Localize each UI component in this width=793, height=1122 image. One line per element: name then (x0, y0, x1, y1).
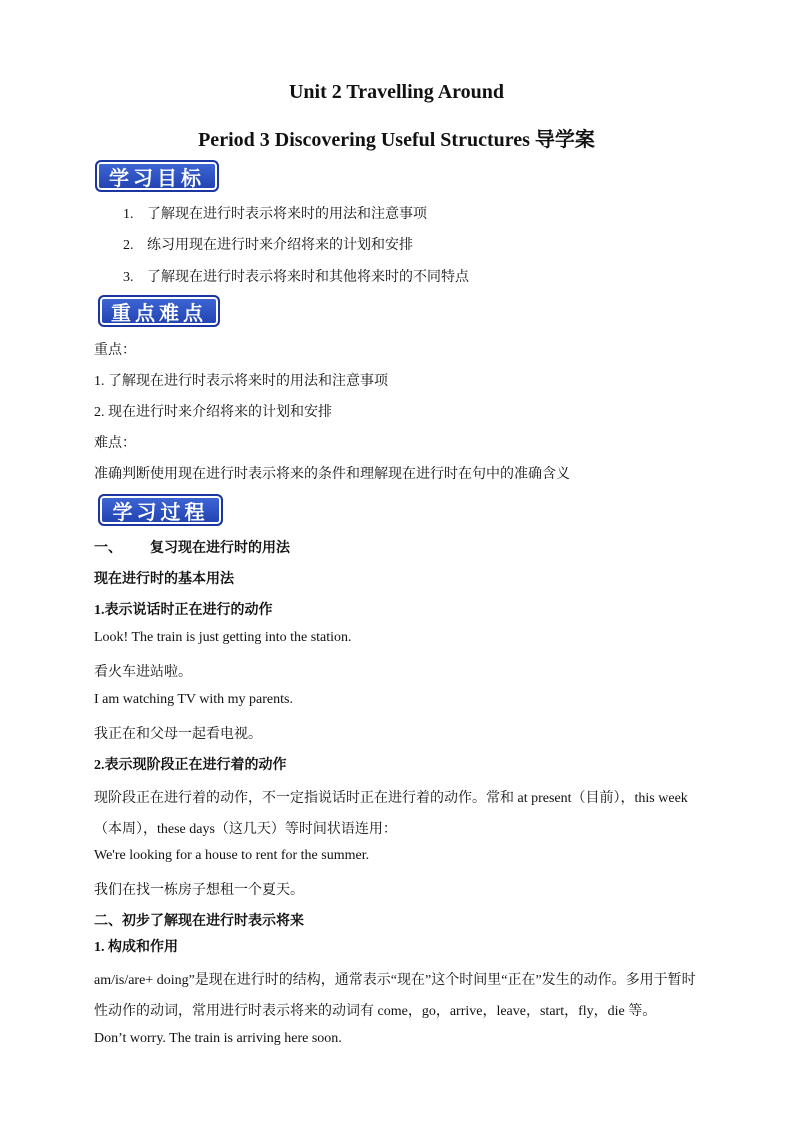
usage-heading: 1.表示说话时正在进行的动作 (94, 603, 273, 618)
usage-description: 现阶段正在进行着的动作，不一定指说话时正在进行着的动作。常和 at present（目前），this week (94, 791, 688, 806)
objective-text: 了解现在进行时表示将来时和其他将来时的不同特点 (147, 270, 469, 285)
example-sentence: Look! The train is just getting into the station. (94, 630, 352, 645)
sub-heading: 1. 构成和作用 (94, 940, 178, 955)
structure-description: 性动作的动词，常用进行时表示将来的动词有 come，go，arrive，leave，start，fly，die 等。 (94, 1004, 657, 1019)
difficult-points-label: 难点： (94, 436, 136, 451)
key-point-item: 2. 现在进行时来介绍将来的计划和安排 (94, 405, 332, 420)
objective-number: 1. (123, 207, 134, 222)
example-sentence: Don’t worry. The train is arriving here soon. (94, 1031, 342, 1046)
example-translation: 看火车进站啦。 (94, 665, 192, 680)
example-sentence: We're looking for a house to rent for the summer. (94, 848, 370, 863)
usage-description: （本周），these days（这几天）等时间状语连用： (94, 822, 397, 837)
objective-item (123, 203, 427, 223)
objective-number: 2. (123, 238, 134, 253)
example-sentence: I am watching TV with my parents. (94, 692, 293, 707)
sub-heading: 现在进行时的基本用法 (94, 572, 234, 587)
objective-item (123, 266, 469, 286)
objective-number: 3. (123, 270, 134, 285)
objective-text: 练习用现在进行时来介绍将来的计划和安排 (147, 238, 413, 253)
process-badge: 学习过程 (98, 494, 223, 526)
objective-item (123, 234, 413, 254)
key-points-label: 重点： (94, 343, 136, 358)
example-translation: 我们在找一栋房子想租一个夏天。 (94, 883, 304, 898)
objectives-badge: 学习目标 (95, 160, 219, 192)
key-points-badge: 重点难点 (98, 295, 220, 327)
structure-description: am/is/are+ doing”是现在进行时的结构，通常表示“现在”这个时间里“正在”发生的动作。多用于暂时 (94, 973, 696, 988)
usage-heading: 2.表示现阶段正在进行着的动作 (94, 758, 287, 773)
section-heading: 二、初步了解现在进行时表示将来 (94, 914, 304, 929)
key-point-item: 1. 了解现在进行时表示将来时的用法和注意事项 (94, 374, 388, 389)
section-number: 一、 (94, 541, 122, 556)
document-title: Unit 2 Travelling Around (288, 81, 505, 103)
difficult-points-text: 准确判断使用现在进行时表示将来的条件和理解现在进行时在句中的准确含义 (94, 467, 570, 482)
section-heading (94, 537, 290, 557)
section-title: 复习现在进行时的用法 (150, 541, 290, 556)
document-subtitle: Period 3 Discovering Useful Structures 导学案 (198, 129, 595, 151)
example-translation: 我正在和父母一起看电视。 (94, 727, 262, 742)
objective-text: 了解现在进行时表示将来时的用法和注意事项 (147, 207, 427, 222)
